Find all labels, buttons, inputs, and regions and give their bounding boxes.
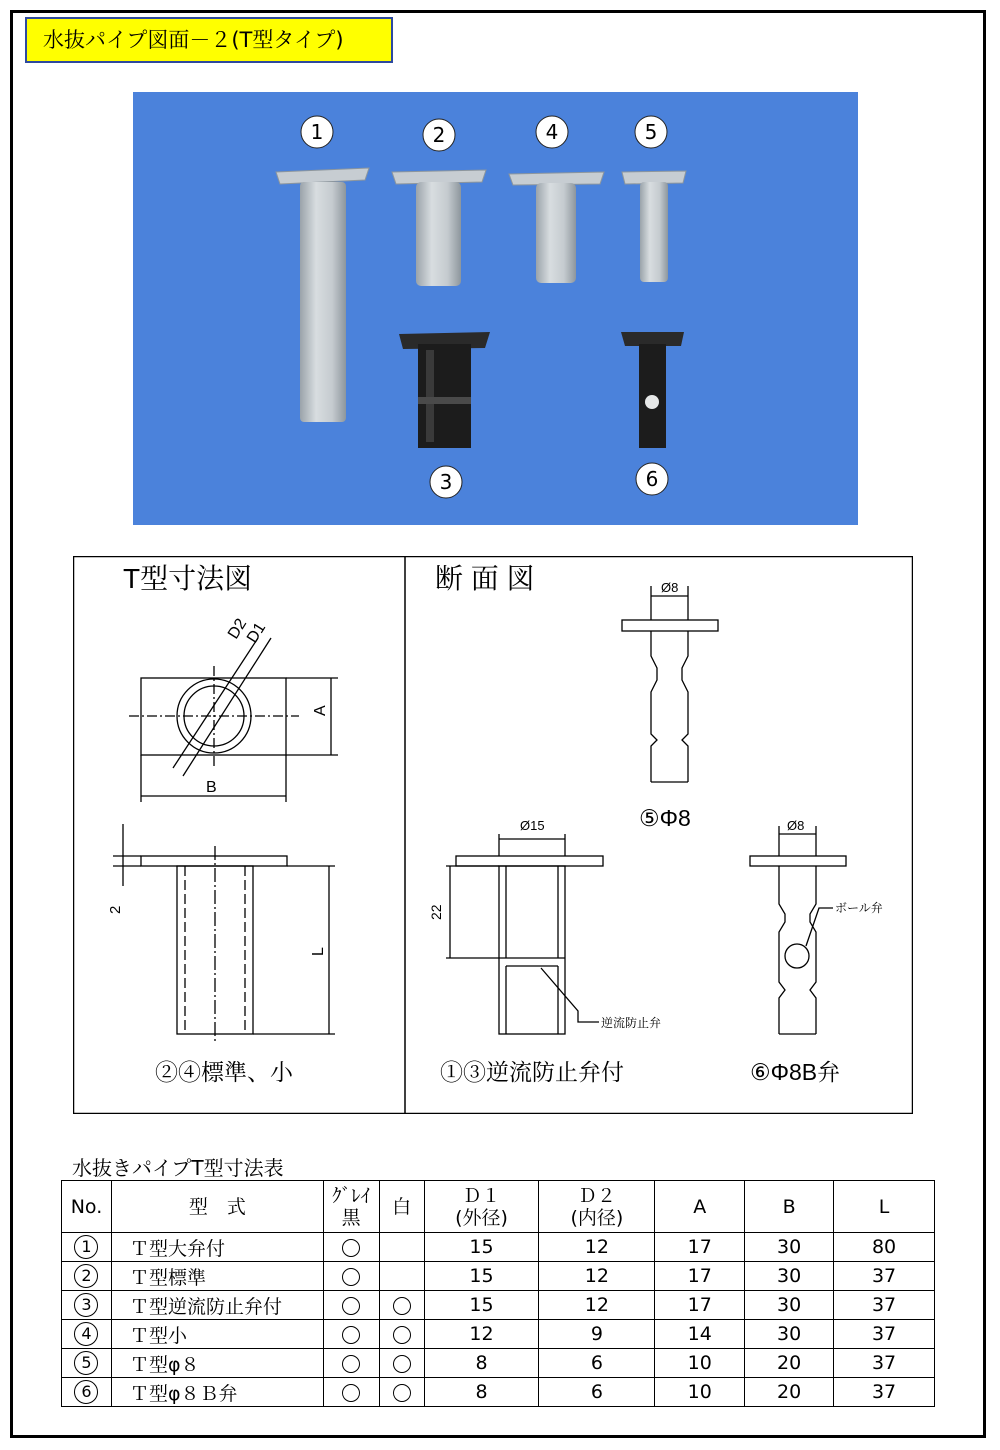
cell-d2: 12	[539, 1262, 655, 1291]
caption-phi8b: ⑥Φ8B弁	[750, 1059, 841, 1085]
header-a: A	[655, 1181, 745, 1233]
photo-label-3	[430, 466, 462, 498]
cell-model: Ｔ型大弁付	[111, 1233, 323, 1262]
cell-d1: 15	[424, 1291, 539, 1320]
cell-a: 14	[655, 1320, 745, 1349]
photo-background	[133, 92, 858, 525]
section-drawing-title: 断 面 図	[435, 563, 535, 594]
table-row	[62, 1378, 935, 1407]
cell-b: 30	[745, 1233, 834, 1262]
cell-l: 37	[834, 1291, 935, 1320]
caption-standard: ②④標準、小	[155, 1059, 293, 1085]
available-mark-icon	[342, 1239, 360, 1257]
row-number-badge: 4	[74, 1322, 98, 1346]
cell-grey-black	[323, 1233, 379, 1262]
cell-d2: 12	[539, 1233, 655, 1262]
cell-a: 17	[655, 1291, 745, 1320]
cell-b: 20	[745, 1349, 834, 1378]
cell-l: 37	[834, 1262, 935, 1291]
table-row	[62, 1262, 935, 1291]
cell-b: 30	[745, 1320, 834, 1349]
cell-l: 37	[834, 1320, 935, 1349]
dim-label-d1: D1	[243, 619, 270, 647]
cell-a: 10	[655, 1378, 745, 1407]
cell-white	[379, 1349, 424, 1378]
cell-d1: 15	[424, 1233, 539, 1262]
row-number-badge: 1	[74, 1235, 98, 1259]
photo-label-5	[635, 116, 667, 148]
cell-grey-black	[323, 1262, 379, 1291]
header-white: 白	[379, 1181, 424, 1233]
available-mark-icon	[342, 1384, 360, 1402]
header-d2: Ｄ２ (内径)	[539, 1181, 655, 1233]
product-photo	[133, 92, 858, 525]
available-mark-icon	[342, 1326, 360, 1344]
caption-phi8: ⑤Φ8	[639, 805, 691, 831]
cell-d1: 12	[424, 1320, 539, 1349]
cell-a: 17	[655, 1262, 745, 1291]
available-mark-icon	[342, 1297, 360, 1315]
dim-label-d2: D2	[224, 615, 251, 643]
dim-label-b: B	[206, 779, 217, 796]
cell-b: 30	[745, 1291, 834, 1320]
cell-model: Ｔ型φ８Ｂ弁	[111, 1378, 323, 1407]
cell-no	[62, 1378, 112, 1407]
available-mark-icon	[393, 1326, 411, 1344]
cell-a: 17	[655, 1233, 745, 1262]
row-number-badge: 6	[74, 1380, 98, 1404]
cell-model: Ｔ型標準	[111, 1262, 323, 1291]
dim-label-a: A	[312, 705, 329, 716]
cell-no	[62, 1262, 112, 1291]
available-mark-icon	[393, 1384, 411, 1402]
svg-text:4: 4	[545, 120, 559, 144]
dim-label-l: L	[310, 947, 327, 956]
dim-label-phi15: Ø15	[520, 818, 545, 833]
svg-text:1: 1	[310, 120, 324, 144]
available-mark-icon	[393, 1297, 411, 1315]
photo-label-6	[636, 463, 668, 495]
cell-a: 10	[655, 1349, 745, 1378]
cell-white	[379, 1320, 424, 1349]
cell-l: 37	[834, 1349, 935, 1378]
dimension-table	[61, 1180, 935, 1407]
svg-text:5: 5	[644, 120, 658, 144]
row-number-badge: 3	[74, 1293, 98, 1317]
cell-white	[379, 1233, 424, 1262]
dim-label-2: 2	[107, 905, 124, 914]
note-check-valve: 逆流防止弁	[601, 1016, 662, 1030]
photo-label-4	[536, 116, 568, 148]
photo-label-1	[301, 116, 333, 148]
cell-no	[62, 1320, 112, 1349]
caption-check-valve: ①③逆流防止弁付	[440, 1059, 624, 1085]
cell-white	[379, 1378, 424, 1407]
cell-d2: 6	[539, 1378, 655, 1407]
cell-d1: 15	[424, 1262, 539, 1291]
cell-no	[62, 1349, 112, 1378]
cell-d2: 9	[539, 1320, 655, 1349]
cell-l: 80	[834, 1233, 935, 1262]
cell-white	[379, 1262, 424, 1291]
cell-grey-black	[323, 1349, 379, 1378]
cell-model: Ｔ型逆流防止弁付	[111, 1291, 323, 1320]
cell-white	[379, 1291, 424, 1320]
svg-text:6: 6	[645, 467, 659, 491]
dimension-drawing-title: T型寸法図	[123, 563, 253, 594]
cell-d2: 6	[539, 1349, 655, 1378]
table-row	[62, 1233, 935, 1262]
available-mark-icon	[393, 1355, 411, 1373]
cell-model: Ｔ型φ８	[111, 1349, 323, 1378]
header-b: B	[745, 1181, 834, 1233]
cell-grey-black	[323, 1291, 379, 1320]
header-l: L	[834, 1181, 935, 1233]
svg-text:2: 2	[432, 123, 446, 147]
dim-label-phi8-right: Ø8	[787, 818, 805, 833]
header-model: 型 式	[111, 1181, 323, 1233]
cell-no	[62, 1291, 112, 1320]
cell-no	[62, 1233, 112, 1262]
photo-label-2	[423, 119, 455, 151]
table-row	[62, 1349, 935, 1378]
table-row	[62, 1320, 935, 1349]
cell-l: 37	[834, 1378, 935, 1407]
row-number-badge: 2	[74, 1264, 98, 1288]
page-title: 水抜パイプ図面－２(T型タイプ)	[25, 17, 393, 63]
table-title: 水抜きパイプT型寸法表	[72, 1156, 284, 1180]
row-number-badge: 5	[74, 1351, 98, 1375]
table-header-row	[62, 1181, 935, 1233]
cell-d1: 8	[424, 1378, 539, 1407]
available-mark-icon	[342, 1355, 360, 1373]
header-no: No.	[62, 1181, 112, 1233]
cell-b: 30	[745, 1262, 834, 1291]
cell-grey-black	[323, 1320, 379, 1349]
note-ball-valve: ボール弁	[835, 901, 883, 915]
cell-model: Ｔ型小	[111, 1320, 323, 1349]
cell-d1: 8	[424, 1349, 539, 1378]
dim-label-phi8-top: Ø8	[661, 580, 679, 595]
cell-b: 20	[745, 1378, 834, 1407]
dim-label-22: 22	[428, 904, 444, 920]
available-mark-icon	[342, 1268, 360, 1286]
cell-d2: 12	[539, 1291, 655, 1320]
header-d1: Ｄ１ (外径)	[424, 1181, 539, 1233]
technical-drawing	[73, 556, 913, 1114]
table-row	[62, 1291, 935, 1320]
header-grey-black: ｸﾞﾚｲ 黒	[323, 1181, 379, 1233]
cell-grey-black	[323, 1378, 379, 1407]
svg-text:3: 3	[439, 470, 453, 494]
